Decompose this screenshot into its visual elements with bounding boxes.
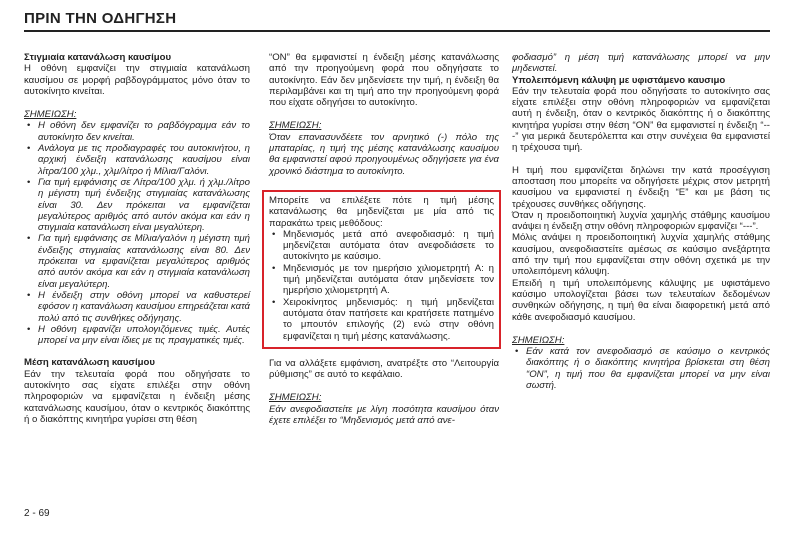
note-label: ΣΗΜΕΙΩΣΗ: <box>24 109 77 121</box>
reset-methods-list <box>269 229 494 342</box>
range-heading: Υπολειπόμενη κάλυψη με υφιστάμενο καυσιμο <box>512 74 726 86</box>
reset-methods-box <box>262 190 501 349</box>
column-3 <box>512 52 770 391</box>
average-consumption-text: Εάν την τελευταία φορά που οδηγήσατε το αυτοκίνητο σας είχατε επιλέξει στην οθόνη πληροφοριών να εμφανίζεται η ένδειξη μέσης κατανάλωσης καυσίμου, όταν ο κεντρικός διακόπτης ή ο διακόπτης κινητήρα γυρίσει στη θέση <box>24 368 250 425</box>
instant-consumption-text: Η οθόνη εμφανίζει την στιγμιαία κατανάλωση καυσίμου σε μορφή ραβδογράμματος μόνο όταν το αυτοκίνητο κινείται. <box>24 63 250 97</box>
range-notes-list <box>512 346 770 391</box>
instant-consumption-heading: Στιγμιαία κατανάλωση καυσίμου <box>24 52 172 63</box>
page-number: 2 - 69 <box>24 508 50 519</box>
page-header <box>24 10 770 32</box>
average-consumption-continued: “ON” θα εμφανιστεί η ένδειξη μέσης κατανάλωσης από την προηγούμενη φορά που οδηγήσατε το αυτοκίνητο. Εάν δεν μηδενίσετε την τιμή, η ένδειξη θα περιλαμβάνει και τη τιμή απο την προηγούμενη φορά που είχατε οδηγήσει το αυτοκίνητο. <box>269 52 499 109</box>
list-item: • Χειροκίνητος μηδενισμός: η τιμή μηδενίζεται αυτόματα όταν πατήσετε και κρατήσετε πατημένο το μπουτόν επιλογής (2) ενώ στην οθόνη εμφανίζεται η τιμή μέσης κατανάλωσης. <box>283 297 494 342</box>
change-display-text: Για να αλλάξετε εμφάνιση, ανατρέξτε στο “Λειτουργία ρύθμισης” σε αυτό το κεφάλαιο. <box>269 357 499 381</box>
note-label: ΣΗΜΕΙΩΣΗ: <box>269 392 322 404</box>
battery-note-text: Όταν επανασυνδέετε τον αρνητικό (-) πόλο της μπαταρίας, η τιμή της μέσης κατανάλωσης καυσίμου θα εμφανιστεί αφού προηγουμένως οδηγήσετε για ένα χρονικό διάστημα το αυτοκίνητο. <box>269 131 499 177</box>
range-text-1: Εάν την τελευταία φορά που οδηγήσατε το αυτοκίνητο σας είχατε επιλέξει στην οθόνη πληροφοριών να εμφανίζεται αυτή η ένδειξη, όταν ο κεντρικός διακόπτης ή ο διακόπτης κινητήρα γυρίσει στην θέση “ON” θα εμφανιστεί η ένδειξη “---” για μερικά δευτερόλεπτα και στην συνέχεια θα εμφανιστεί η τρέχουσα τιμή. <box>512 85 770 154</box>
refuel-note-continued: φοδιασμό” η μέση τιμή κατανάλωσης μπορεί να μην μηδενιστεί. <box>512 52 770 75</box>
list-item: • Για τιμή εμφάνισης σε Μίλια/γαλόνι η μέγιστη τιμή ένδειξης στιγμιαίας κατανάλωσης είναι 80. Δεν πρόκειται να εμφανίζεται μεγαλύτερος αριθμός από αυτόν ακόμα και εάν η στιγμιαία κατανάλωση είναι μεγαλύτερη. <box>38 233 250 289</box>
list-item: • Η οθόνη δεν εμφανίζει το ραβδόγραμμα εάν το αυτοκίνητο δεν κινείται. <box>38 120 250 143</box>
range-text-4: Μόλις ανάψει η προειδοποιητική λυχνία χαμηλής στάθμης καυσίμου, ανεφοδιαστείτε αμέσως σε καύσιμο ανεξάρτητα από την τιμή που εμφανίζεται στην οθόνη σχετικά με την υπολειπόμενη κάλυψη. <box>512 232 770 278</box>
list-item: • Η ένδειξη στην οθόνη μπορεί να καθυστερεί εφόσον η κατανάλωση καυσίμου επηρεάζεται κατά πολύ από τις συνθήκες οδήγησης. <box>38 290 250 324</box>
column-2 <box>269 52 499 426</box>
note-label: ΣΗΜΕΙΩΣΗ: <box>269 120 322 132</box>
list-item: • Μηδενισμός μετά από ανεφοδιασμό: η τιμή μηδενίζεται αυτόματα όταν ανεφοδιάσετε το αυτοκίνητο με καύσιμο. <box>283 229 494 263</box>
list-item: • Ανάλογα με τις προδιαγραφές του αυτοκινήτου, η αρχική ένδειξη κατανάλωσης καυσίμου είναι λίτρα/100 χλμ., χλμ/λίτρο ή Μίλια/Γαλόνι. <box>38 143 250 177</box>
refuel-note-text: Εάν ανεφοδιαστείτε με λίγη ποσότητα καυσίμου όταν έχετε επιλέξει το “Μηδενισμός μετά από ανε- <box>269 403 499 427</box>
list-item: • Η οθόνη εμφανίζει υπολογιζόμενες τιμές. Αυτές μπορεί να μην είναι ίδιες με τις πραγματικές τιμές. <box>38 324 250 347</box>
instant-notes-list <box>24 120 250 346</box>
list-item: • Εάν κατά τον ανεφοδιασμό σε καύσιμο ο κεντρικός διακόπτης ή ο διακόπτης κινητήρα βρίσκεται στη θέση “ON”, η τιμή που θα εμφανίζεται μπορεί να μην είναι σωστή. <box>526 346 770 391</box>
list-item: • Για τιμή εμφάνισης σε Λίτρα/100 χλμ. ή χλμ./λίτρο η μέγιστη τιμή ένδειξης στιγμιαίας κατανάλωσης είναι 30. Δεν πρόκειται να εμφανίζεται μεγαλύτερος αριθμός από αυτόν ακόμα και εάν η στιγμιαία κατανάλωση είναι μεγαλύτερη. <box>38 177 250 233</box>
range-text-3: Όταν η προειδοποιητική λυχνία χαμηλής στάθμης καυσίμου ανάψει η ένδειξη στην οθόνη πληροφοριών εμφανίζει “---”. <box>512 209 770 233</box>
page-title: ΠΡΙΝ ΤΗΝ ΟΔΗΓΗΣΗ <box>24 10 177 27</box>
average-consumption-heading: Μέση κατανάλωση καυσίμου <box>24 357 155 369</box>
range-text-2: Η τιμή που εμφανίζεται δηλώνει την κατά προσέγγιση αποσταση που μπορείτε να οδηγήσετε μέχρις στον μετρητή καυσίμου να εμφανιστεί η ένδειξη “E” και με βάση τις τρέχουσες συνθήκες οδήγησης. <box>512 164 770 210</box>
range-text-5: Επειδή η τιμή υπολειπόμενης κάλυψης με υφιστάμενο καύσιμο υπολογίζεται βάσει των τελευταίων δεδομένων συνθηκών οδήγησης, η τιμή θα είναι διαφορετική μετά από κάθε ανεφοδιασμό καυσίμου. <box>512 277 770 323</box>
column-1 <box>24 52 250 425</box>
note-label: ΣΗΜΕΙΩΣΗ: <box>512 334 565 346</box>
reset-methods-intro: Μπορείτε να επιλέξετε πότε η τιμή μέσης κατανάλωσης θα μηδενίζεται με μία από τις παρακάτω τρεις μεθόδους: <box>269 194 494 229</box>
list-item: • Μηδενισμός με τον ημερήσιο χιλιομετρητή A: η τιμή μηδενίζεται αυτόματα όταν μηδενίσετε τον ημερήσιο χιλιομετρητή A. <box>283 263 494 297</box>
